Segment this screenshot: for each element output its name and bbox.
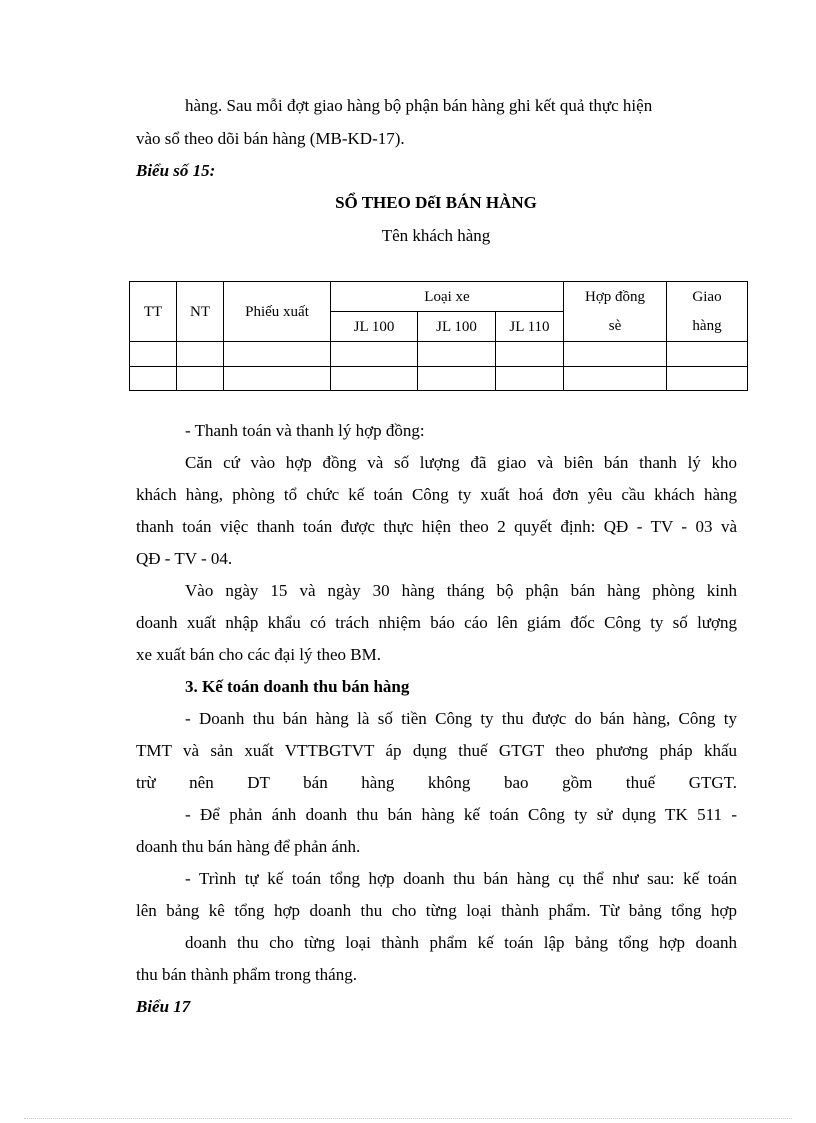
sales-ledger-table [129, 281, 748, 391]
header-phieu-xuat: Phiếu xuất [224, 282, 331, 342]
book-title: SỔ THEO DếI BÁN HÀNG [335, 193, 537, 212]
header-giao-hang: hàng [667, 312, 748, 342]
bieu-15-label: Biểu số 15: [136, 161, 216, 180]
section-heading: 3. Kế toán doanh thu bán hàng [185, 677, 410, 696]
table-cell [564, 342, 667, 367]
table-row [130, 342, 748, 367]
header-tt: TT [130, 282, 177, 342]
header-jl-100-b: JL 100 [418, 312, 496, 342]
table-cell [224, 367, 331, 391]
bieu-17-label: Biểu 17 [136, 997, 191, 1016]
paragraph-line: - Doanh thu bán hàng là số tiền Công ty thu được do bán hàng, Công ty [185, 709, 737, 728]
paragraph-line: trừ nên DT bán hàng không bao gồm thuế GTGT. [136, 773, 737, 792]
paragraph-line: Vào ngày 15 và ngày 30 hàng tháng bộ phận bán hàng phòng kinh [185, 581, 737, 600]
paragraph-line: - Để phản ánh doanh thu bán hàng kế toán Công ty sử dụng TK 511 - [185, 805, 737, 824]
table-cell [496, 367, 564, 391]
paragraph-line: lên bảng kê tổng hợp doanh thu cho từng loại thành phẩm. Từ bảng tổng hợp [136, 901, 737, 920]
table-cell [224, 342, 331, 367]
table-cell [130, 367, 177, 391]
table-cell [130, 342, 177, 367]
table-cell [331, 367, 418, 391]
paragraph-line: doanh thu cho từng loại thành phẩm kế toán lập bảng tổng hợp doanh [185, 933, 737, 952]
page-bottom-divider [24, 1118, 792, 1119]
paragraph-line: doanh xuất nhập khẩu có trách nhiệm báo cáo lên giám đốc Công ty số lượng [136, 613, 737, 632]
paragraph-line: thanh toán việc thanh toán được thực hiện theo 2 quyết định: QĐ - TV - 03 và [136, 517, 737, 536]
table-header-row [130, 282, 748, 312]
header-hop-dong-so: sè [564, 312, 667, 342]
table-cell [418, 342, 496, 367]
paragraph-line: Căn cứ vào hợp đồng và số lượng đã giao và biên bán thanh lý kho [185, 453, 737, 472]
paragraph-line: thu bán thành phẩm trong tháng. [136, 965, 357, 984]
table-cell [667, 342, 748, 367]
paragraph-line: vào sổ theo dõi bán hàng (MB-KD-17). [136, 129, 405, 148]
paragraph-line: QĐ - TV - 04. [136, 549, 233, 568]
header-giao: Giao [667, 282, 748, 312]
header-nt: NT [177, 282, 224, 342]
payment-heading: - Thanh toán và thanh lý hợp đồng: [185, 421, 425, 440]
header-jl-100-a: JL 100 [331, 312, 418, 342]
paragraph-line: doanh thu bán hàng để phản ánh. [136, 837, 361, 856]
table-cell [177, 367, 224, 391]
header-jl-110: JL 110 [496, 312, 564, 342]
header-loai-xe: Loại xe [331, 282, 564, 312]
paragraph-line: TMT và sản xuất VTTBGTVT áp dụng thuế GTGT theo phương pháp khấu [136, 741, 737, 760]
table-cell [496, 342, 564, 367]
paragraph-line: xe xuất bán cho các đại lý theo BM. [136, 645, 382, 664]
table-cell [418, 367, 496, 391]
table-cell [564, 367, 667, 391]
customer-name-label: Tên khách hàng [381, 226, 491, 245]
table-row [130, 367, 748, 391]
table-cell [667, 367, 748, 391]
header-hop-dong: Hợp đồng [564, 282, 667, 312]
paragraph-line: hàng. Sau mỗi đợt giao hàng bộ phận bán hàng ghi kết quả thực hiện [185, 96, 653, 115]
table-cell [177, 342, 224, 367]
paragraph-line: - Trình tự kế toán tổng hợp doanh thu bán hàng cụ thể như sau: kế toán [185, 869, 737, 888]
table-cell [331, 342, 418, 367]
paragraph-line: khách hàng, phòng tổ chức kế toán Công ty xuất hoá đơn yêu cầu khách hàng [136, 485, 737, 504]
